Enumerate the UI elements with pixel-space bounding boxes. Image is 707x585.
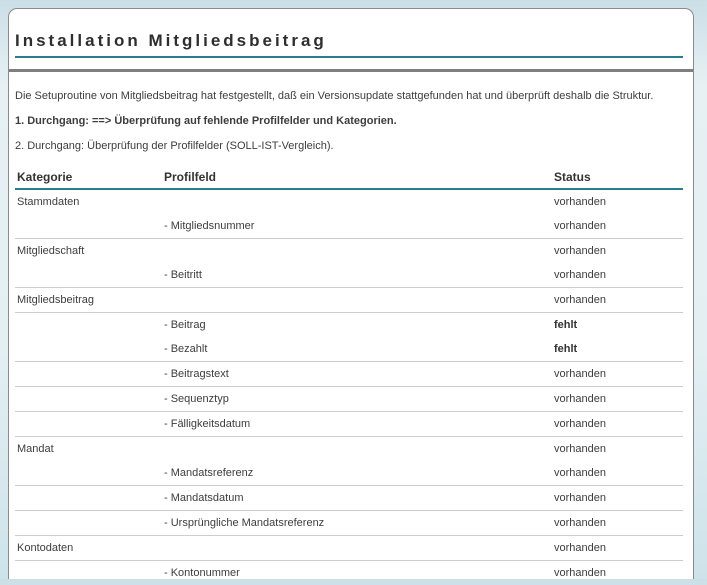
table-row: [15, 561, 683, 585]
profile-check-table: [15, 165, 683, 585]
table-row: [15, 263, 683, 288]
profile-check-table-body: [15, 189, 683, 585]
category-cell: [15, 412, 162, 437]
table-row: [15, 362, 683, 387]
status-cell: vorhanden: [552, 263, 683, 288]
profilfeld-cell: - Beitrag: [162, 313, 552, 338]
category-cell: Mandat: [15, 437, 162, 462]
table-row: [15, 214, 683, 239]
table-row: [15, 461, 683, 486]
table-header-row: [15, 165, 683, 189]
table-row: [15, 437, 683, 462]
status-cell: vorhanden: [552, 214, 683, 239]
column-header-status: Status: [552, 165, 683, 189]
profilfeld-cell: [162, 189, 552, 214]
status-cell: vorhanden: [552, 412, 683, 437]
status-cell: fehlt: [552, 337, 683, 362]
profilfeld-cell: [162, 536, 552, 561]
table-row: [15, 511, 683, 536]
category-cell: [15, 337, 162, 362]
status-cell: vorhanden: [552, 437, 683, 462]
profilfeld-cell: - Beitritt: [162, 263, 552, 288]
profilfeld-cell: - Mitgliedsnummer: [162, 214, 552, 239]
column-header-profilfeld: Profilfeld: [162, 165, 552, 189]
profilfeld-cell: - Mandatsdatum: [162, 486, 552, 511]
profilfeld-cell: - Bezahlt: [162, 337, 552, 362]
table-row: [15, 189, 683, 214]
status-cell: vorhanden: [552, 239, 683, 264]
category-cell: [15, 313, 162, 338]
profilfeld-cell: - Beitragstext: [162, 362, 552, 387]
table-row: [15, 288, 683, 313]
category-cell: Mitgliedsbeitrag: [15, 288, 162, 313]
category-cell: [15, 561, 162, 585]
pass1-text: 1. Durchgang: ==> Überprüfung auf fehlende Profilfelder und Kategorien.: [15, 115, 683, 128]
table-row: [15, 337, 683, 362]
profilfeld-cell: - Ursprüngliche Mandatsreferenz: [162, 511, 552, 536]
table-row: [15, 412, 683, 437]
profilfeld-cell: - Fälligkeitsdatum: [162, 412, 552, 437]
setup-intro-text: Die Setuproutine von Mitgliedsbeitrag hat festgestellt, daß ein Versionsupdate stattgefunden hat und überprüft deshalb die Struktur.: [15, 90, 683, 103]
category-cell: Stammdaten: [15, 189, 162, 214]
status-cell: vorhanden: [552, 362, 683, 387]
status-cell: vorhanden: [552, 561, 683, 585]
table-row: [15, 239, 683, 264]
category-cell: [15, 511, 162, 536]
pass2-text: 2. Durchgang: Überprüfung der Profilfelder (SOLL-IST-Vergleich).: [15, 140, 683, 153]
status-cell: vorhanden: [552, 387, 683, 412]
report-content: [9, 90, 693, 585]
table-row: [15, 486, 683, 511]
status-cell: vorhanden: [552, 511, 683, 536]
table-row: [15, 313, 683, 338]
category-cell: [15, 362, 162, 387]
setup-report-panel: [8, 8, 694, 579]
status-cell: vorhanden: [552, 536, 683, 561]
profilfeld-cell: - Mandatsreferenz: [162, 461, 552, 486]
category-cell: [15, 461, 162, 486]
profilfeld-cell: - Kontonummer: [162, 561, 552, 585]
status-cell: fehlt: [552, 313, 683, 338]
status-cell: vorhanden: [552, 486, 683, 511]
table-row: [15, 387, 683, 412]
profilfeld-cell: - Sequenztyp: [162, 387, 552, 412]
category-cell: [15, 214, 162, 239]
profilfeld-cell: [162, 239, 552, 264]
header-divider: [9, 69, 693, 72]
status-cell: vorhanden: [552, 461, 683, 486]
table-row: [15, 536, 683, 561]
category-cell: Mitgliedschaft: [15, 239, 162, 264]
status-cell: vorhanden: [552, 189, 683, 214]
page-title: Installation Mitgliedsbeitrag: [15, 31, 683, 58]
status-cell: vorhanden: [552, 288, 683, 313]
category-cell: [15, 486, 162, 511]
category-cell: [15, 263, 162, 288]
category-cell: Kontodaten: [15, 536, 162, 561]
column-header-kategorie: Kategorie: [15, 165, 162, 189]
profilfeld-cell: [162, 288, 552, 313]
profilfeld-cell: [162, 437, 552, 462]
category-cell: [15, 387, 162, 412]
